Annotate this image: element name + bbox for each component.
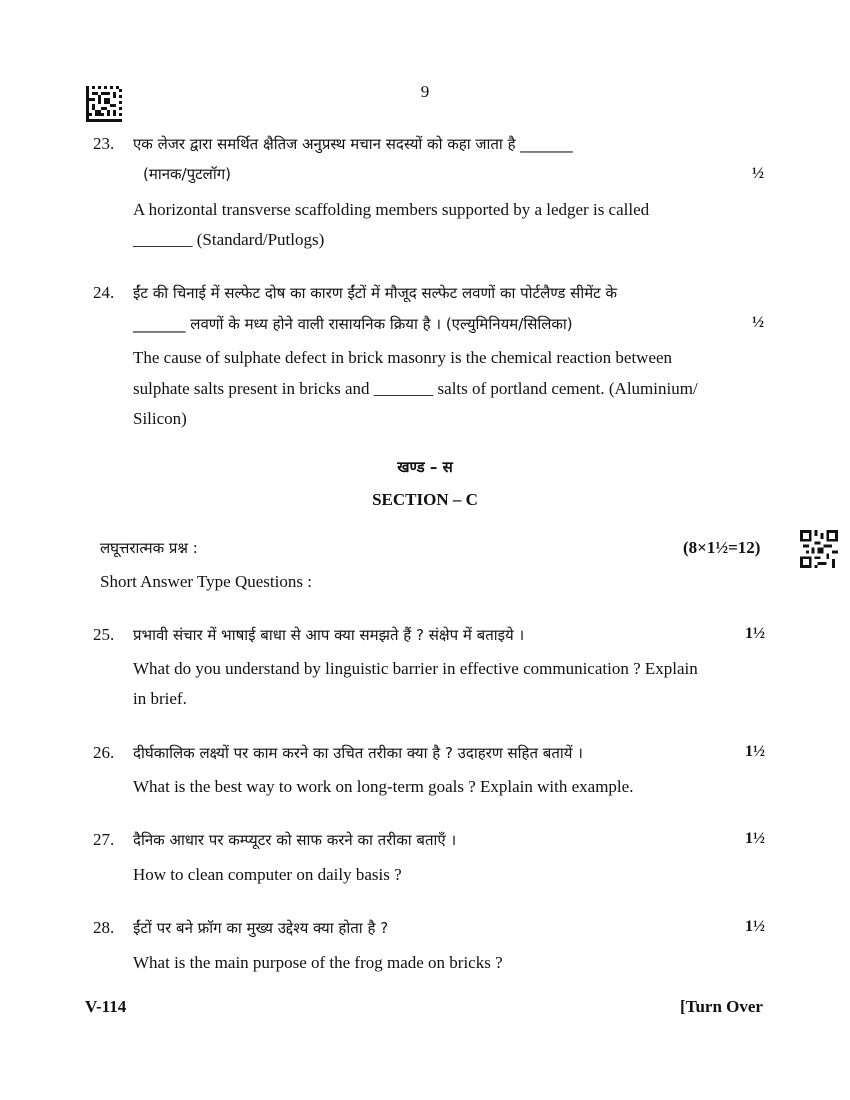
- question-number: 25.: [93, 625, 115, 644]
- section-hindi-title: खण्ड – स: [397, 458, 453, 476]
- question-hindi-line: _______ लवणों के मध्य होने वाली रासायनिक क्रिया है । (एल्युमिनियम/सिलिका): [133, 315, 573, 333]
- question-marks: 1½: [745, 743, 765, 760]
- question-hindi-line: एक लेजर द्वारा समर्थित क्षैतिज अनुप्रस्थ मचान सदस्यों को कहा जाता है _______: [133, 135, 573, 153]
- question-hindi-line: दैनिक आधार पर कम्प्यूटर को साफ करने का तरीका बताएँ ।: [133, 831, 457, 849]
- question-english-line: in brief.: [133, 689, 187, 708]
- question-hindi-line: प्रभावी संचार में भाषाई बाधा से आप क्या समझते हैं ? संक्षेप में बताइये ।: [133, 626, 525, 644]
- question-hindi-line: ईंट की चिनाई में सल्फेट दोष का कारण ईंटों में मौजूद सल्फेट लवणों का पोर्टलैण्ड सीमेंट के: [133, 284, 618, 302]
- turn-over-label: [Turn Over: [680, 997, 763, 1016]
- question-marks: 1½: [745, 625, 765, 642]
- question-number: 27.: [93, 830, 115, 849]
- question-english-line: The cause of sulphate defect in brick masonry is the chemical reaction between: [133, 348, 673, 367]
- question-number: 26.: [93, 743, 115, 762]
- section-marks-scheme: (8×1½=12): [683, 538, 761, 557]
- question-english-line: What is the best way to work on long-term goals ? Explain with example.: [133, 777, 634, 796]
- question-english-line: Silicon): [133, 409, 187, 428]
- paper-code: V-114: [85, 997, 127, 1016]
- qr-code-icon: [800, 530, 838, 568]
- question-number: 28.: [93, 918, 115, 937]
- question-english-line: What do you understand by linguistic barrier in effective communication ? Explain: [133, 659, 698, 678]
- question-hindi-line: ईंटों पर बने फ्रॉग का मुख्य उद्देश्य क्या होता है ?: [133, 919, 389, 937]
- question-hindi-line: (मानक/पुटलॉग): [143, 165, 232, 183]
- question-number: 24.: [93, 283, 115, 302]
- section-english-title: SECTION – C: [372, 490, 478, 509]
- question-marks: ½: [752, 314, 764, 331]
- question-english-line: A horizontal transverse scaffolding members supported by a ledger is called: [133, 200, 650, 219]
- question-hindi-line: दीर्घकालिक लक्ष्यों पर काम करने का उचित तरीका क्या है ? उदाहरण सहित बतायें ।: [133, 744, 583, 762]
- section-type-english: Short Answer Type Questions :: [100, 572, 312, 591]
- section-type-hindi: लघूत्तरात्मक प्रश्न :: [100, 539, 198, 557]
- question-marks: 1½: [745, 918, 765, 935]
- question-english-line: How to clean computer on daily basis ?: [133, 865, 402, 884]
- page-number: 9: [420, 82, 430, 101]
- question-english-line: sulphate salts present in bricks and _______ salts of portland cement. (Aluminium/: [133, 379, 698, 398]
- question-english-line: What is the main purpose of the frog made on bricks ?: [133, 953, 503, 972]
- question-english-line: _______ (Standard/Putlogs): [133, 230, 325, 249]
- question-marks: 1½: [745, 830, 765, 847]
- question-marks: ½: [752, 165, 764, 182]
- question-number: 23.: [93, 134, 115, 153]
